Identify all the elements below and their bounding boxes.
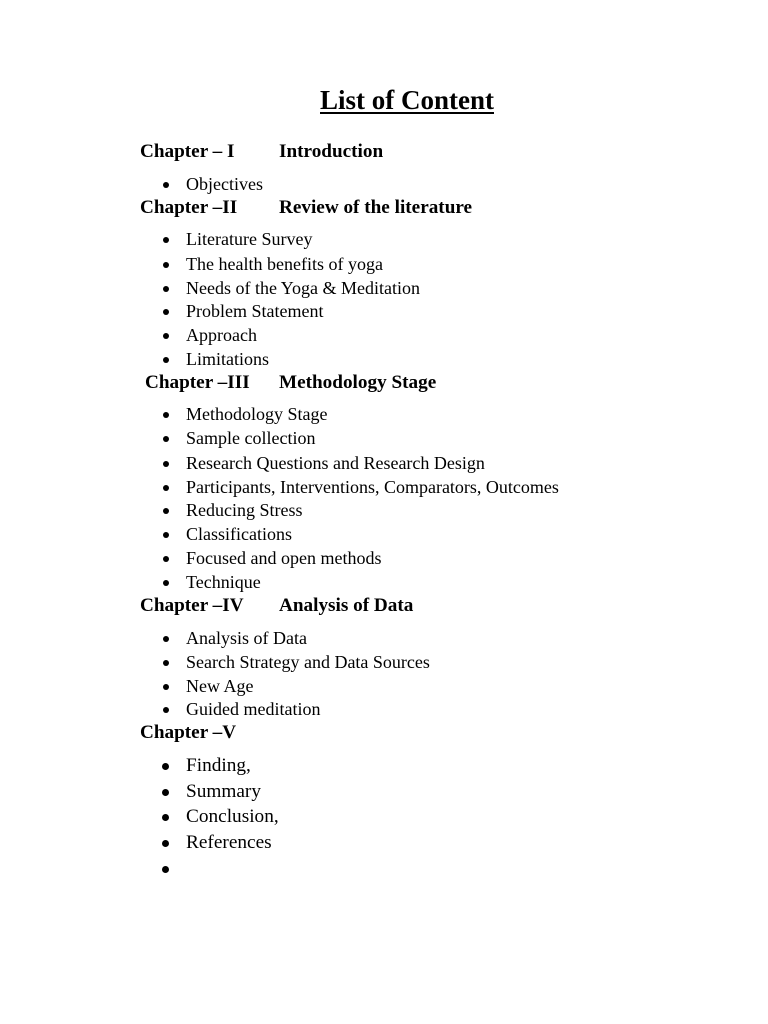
- chapter-label: Chapter –III: [145, 372, 250, 393]
- bullet-icon: [162, 840, 169, 847]
- list-item: [0, 779, 768, 805]
- chapter-heading: [0, 196, 768, 220]
- chapter-label: Chapter – I: [140, 141, 235, 162]
- bullet-icon: [163, 412, 169, 418]
- list-item-text: Approach: [186, 325, 257, 345]
- list-item-text: Summary: [186, 781, 261, 802]
- chapter-title: Introduction: [279, 141, 384, 162]
- chapter-label: Chapter –IV: [140, 595, 244, 616]
- list-item-text: Problem Statement: [186, 301, 324, 321]
- list-item: [0, 830, 768, 856]
- list-item-text: The health benefits of yoga: [186, 254, 383, 274]
- chapter-heading: [0, 140, 768, 164]
- list-item-text: Guided meditation: [186, 699, 321, 719]
- list-item: [0, 522, 768, 546]
- bullet-icon: [163, 636, 169, 642]
- list-item: [0, 172, 768, 196]
- list-item-text: Objectives: [186, 174, 263, 194]
- list-item: [0, 299, 768, 323]
- list-item: [0, 753, 768, 779]
- list-item-text: Technique: [186, 572, 261, 592]
- bullet-icon: [163, 580, 169, 586]
- bullet-icon: [162, 866, 169, 873]
- bullet-icon: [163, 357, 169, 363]
- bullet-icon: [163, 309, 169, 315]
- list-item: [0, 426, 768, 450]
- list-item: [0, 626, 768, 650]
- list-item: [0, 276, 768, 300]
- bullet-icon: [163, 556, 169, 562]
- list-item-text: New Age: [186, 676, 254, 696]
- bullet-icon: [163, 532, 169, 538]
- list-item-text: Focused and open methods: [186, 548, 382, 568]
- list-item: [0, 674, 768, 698]
- list-item-text: Participants, Interventions, Comparators, Outcomes: [186, 477, 559, 497]
- chapter-heading: [0, 594, 768, 618]
- bullet-icon: [163, 660, 169, 666]
- chapter-label: Chapter –V: [140, 722, 237, 743]
- chapter-title: Methodology Stage: [279, 372, 437, 393]
- list-item: [0, 570, 768, 594]
- list-item-text: Methodology Stage: [186, 404, 328, 424]
- list-item: [0, 323, 768, 347]
- chapter-title: Analysis of Data: [279, 595, 414, 616]
- list-item: [0, 402, 768, 426]
- list-item: [0, 697, 768, 721]
- list-item: [0, 347, 768, 371]
- list-item: [0, 804, 768, 830]
- list-item: [0, 498, 768, 522]
- chapter-title: Review of the literature: [279, 197, 473, 218]
- chapter-heading: [0, 721, 768, 745]
- list-item-text: Classifications: [186, 524, 292, 544]
- list-item-text: Search Strategy and Data Sources: [186, 652, 430, 672]
- chapter-heading: [0, 371, 768, 395]
- list-item-text: Finding,: [186, 755, 251, 776]
- list-item-text: Needs of the Yoga & Meditation: [186, 278, 420, 298]
- list-item-text: Literature Survey: [186, 229, 313, 249]
- list-item: [0, 546, 768, 570]
- bullet-icon: [163, 461, 169, 467]
- bullet-icon: [162, 763, 169, 770]
- list-item: [0, 650, 768, 674]
- page-title: List of Content: [320, 85, 494, 115]
- bullet-icon: [163, 182, 169, 188]
- list-item-text: Limitations: [186, 349, 269, 369]
- bullet-icon: [163, 508, 169, 514]
- list-item-text: References: [186, 832, 272, 853]
- list-item-text: Reducing Stress: [186, 500, 303, 520]
- bullet-icon: [163, 684, 169, 690]
- list-item-text: Analysis of Data: [186, 628, 307, 648]
- bullet-icon: [163, 485, 169, 491]
- bullet-icon: [163, 436, 169, 442]
- bullet-icon: [163, 333, 169, 339]
- bullet-icon: [163, 707, 169, 713]
- list-item: [0, 252, 768, 276]
- bullet-icon: [163, 262, 169, 268]
- chapter-label: Chapter –II: [140, 197, 238, 218]
- list-item-text: Research Questions and Research Design: [186, 453, 485, 473]
- list-item-text: Sample collection: [186, 428, 316, 448]
- list-item: [0, 227, 768, 251]
- list-item-text: Conclusion,: [186, 806, 279, 827]
- bullet-icon: [162, 814, 169, 821]
- empty-list-item: [0, 856, 768, 882]
- bullet-icon: [163, 237, 169, 243]
- bullet-icon: [163, 286, 169, 292]
- list-item: [0, 451, 768, 475]
- list-item: [0, 475, 768, 499]
- bullet-icon: [162, 789, 169, 796]
